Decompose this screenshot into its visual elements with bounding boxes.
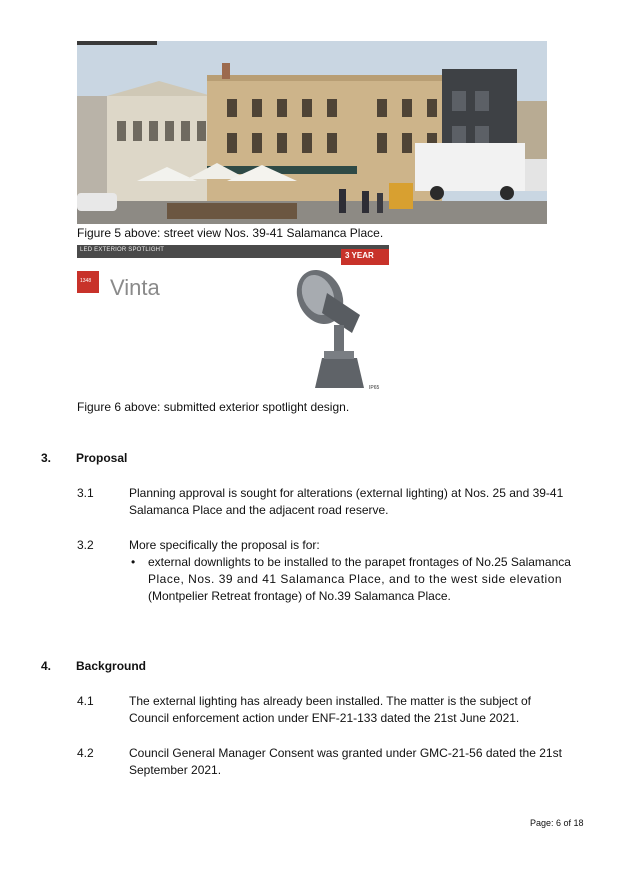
figure-6-spotlight-sheet <box>77 245 389 395</box>
item-4-2-line-2: September 2021. <box>129 763 222 777</box>
section-4-number: 4. <box>41 659 52 673</box>
section-3-title: Proposal <box>76 451 128 465</box>
item-3-2-bullet-line-3: (Montpelier Retreat frontage) of No.39 Salamanca Place. <box>148 589 451 603</box>
section-3-number: 3. <box>41 451 52 465</box>
item-4-2-line-1: Council General Manager Consent was granted under GMC-21-56 dated the 21st <box>129 746 562 760</box>
section-4-title: Background <box>76 659 147 673</box>
item-3-1-line-2: Salamanca Place and the adjacent road reserve. <box>129 503 389 517</box>
product-banner-text: LED EXTERIOR SPOTLIGHT <box>80 247 165 253</box>
page-number: Page: 6 of 18 <box>530 818 584 828</box>
item-4-1-number: 4.1 <box>77 694 94 708</box>
item-3-2-bullet-line-1: external downlights to be installed to the parapet frontages of No.25 Salamanca <box>148 555 571 569</box>
item-3-2-number: 3.2 <box>77 538 94 552</box>
item-3-1-line-1: Planning approval is sought for alterations (external lighting) at Nos. 25 and 39-41 <box>129 486 564 500</box>
figure-5-caption: Figure 5 above: street view Nos. 39-41 Salamanca Place. <box>77 226 384 240</box>
ip-rating: IP65 <box>369 385 380 391</box>
item-3-1-number: 3.1 <box>77 486 94 500</box>
item-4-1-line-2: Council enforcement action under ENF-21-133 dated the 21st June 2021. <box>129 711 520 725</box>
bullet-icon: • <box>131 555 136 569</box>
figure-5-street-photo <box>77 41 547 224</box>
item-3-2-bullet-line-2: Place, Nos. 39 and 41 Salamanca Place, and to the west side elevation <box>148 572 563 586</box>
warranty-text: 3 YEAR <box>345 251 374 260</box>
product-code: 1348 <box>80 278 92 284</box>
item-3-2-line-1: More specifically the proposal is for: <box>129 538 320 552</box>
item-4-2-number: 4.2 <box>77 746 94 760</box>
spotlight-icon <box>282 263 382 393</box>
product-brand: Vinta <box>110 275 160 300</box>
figure-6-caption: Figure 6 above: submitted exterior spotlight design. <box>77 400 350 414</box>
product-code-tag <box>77 271 99 293</box>
item-4-1-line-1: The external lighting has already been installed. The matter is the subject of <box>129 694 532 708</box>
